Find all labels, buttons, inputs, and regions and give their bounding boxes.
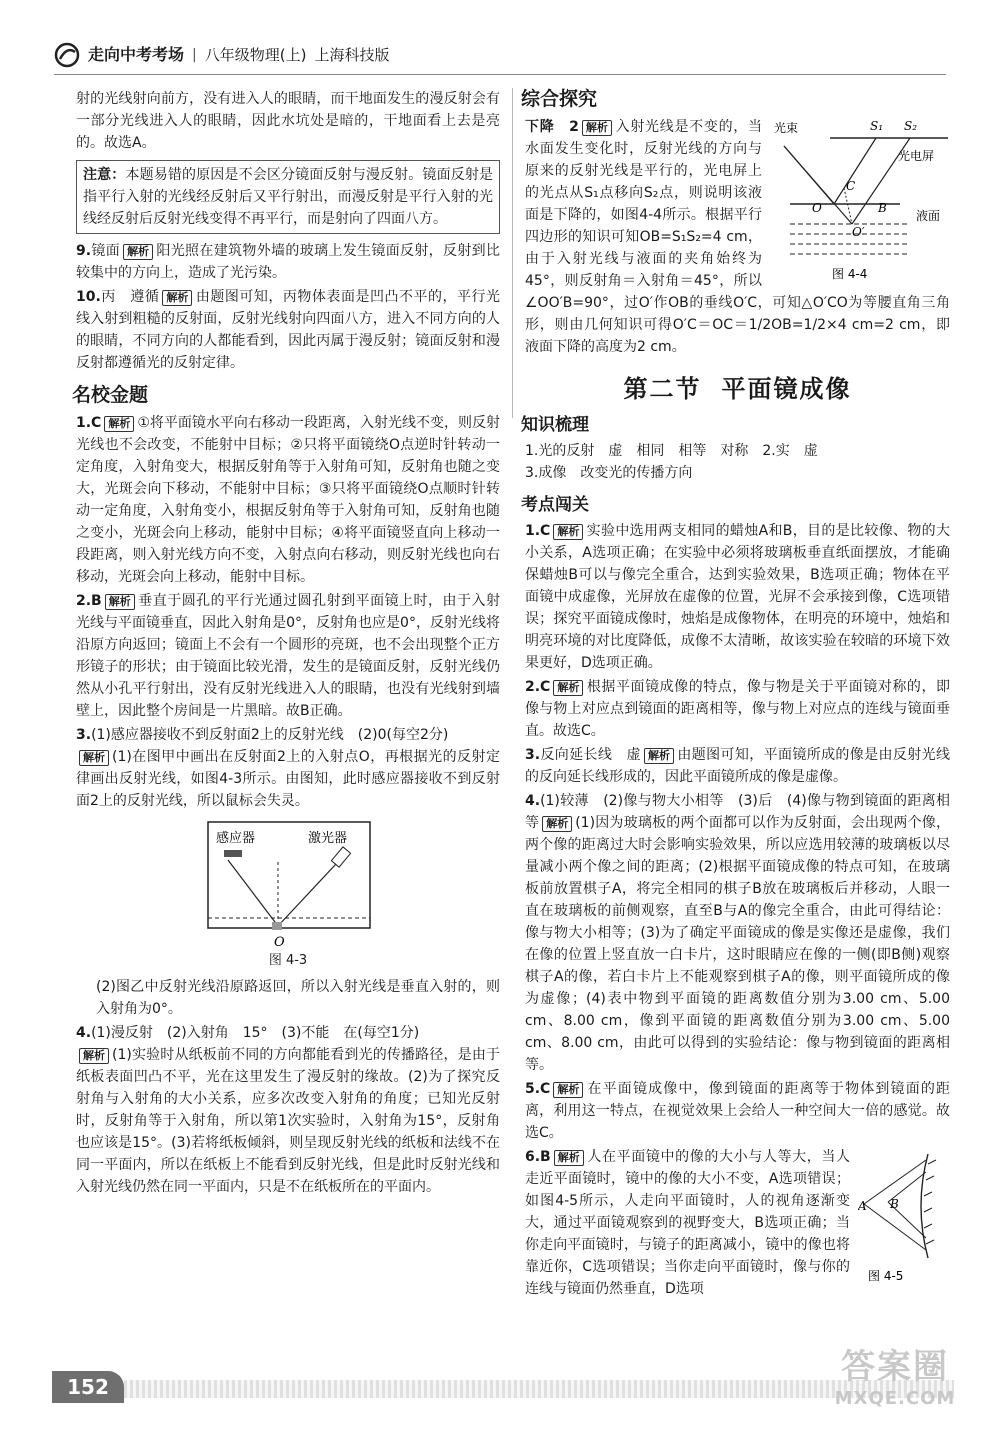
- item-text-4: ×4 cm=2 cm，即液面下降的高度为2 cm。: [525, 317, 950, 355]
- item-number: 1.C: [76, 415, 102, 431]
- analysis-tag: 解析: [644, 748, 674, 764]
- header-separator: |: [192, 47, 197, 63]
- label-c: C: [846, 179, 856, 193]
- kd-question-2: [525, 676, 950, 742]
- item-text: 入射光线是不变的，当水面发生变化时，反射光线的方向与原来的反射光线是平行的，光电屏上的光点从S₁点移向S₂点，则说明该液面是下降的，如图4-4所示。根据平行四边形的知识可知OB=S₁S₂=4 cm，由于入射光线与液面的夹: [525, 119, 763, 267]
- kd-question-4: [525, 790, 950, 1076]
- item-answer: 镜面: [91, 243, 121, 259]
- item-number: 3.: [76, 727, 92, 743]
- right-column: [521, 88, 951, 1300]
- analysis-tag: 解析: [104, 416, 134, 432]
- figure-caption: 图 4-3: [268, 953, 308, 968]
- knowledge-line-2: 3.成像 改变光的传播方向: [525, 465, 693, 481]
- label-screen: 光电屏: [898, 149, 935, 163]
- figure-4-5-diagram: [858, 1146, 950, 1286]
- item-text: 实验中选用两支相同的蜡烛A和B，目的是比较像、物的大小关系，A选项正确；在实验中必须将玻璃板垂直纸面摆放，才能确保蜡烛B可以与像完全重合，达到实验效果，B选项正确；物体在平面镜中成虚像，光屏放在虚像的位置，光屏不会承接到像，C选项错误；探究平面镜成像时，烛焰是成像物体，在明亮的环境中，烛焰和明亮环境的对比度降低，成像不太清晰，故该实验在较暗的环境下效果更好，D选项正确。: [525, 523, 950, 671]
- label-laser: 激光器: [308, 831, 348, 846]
- watermark-line-1: 答案圈: [841, 1347, 949, 1387]
- item-answer: (1)漫反射 (2)入射角 15° (3)不能 在(每空1分): [91, 1025, 420, 1041]
- item-answer: 下降 2: [525, 119, 579, 135]
- chapter-number: 第二节: [623, 375, 702, 403]
- item-text: 在平面镜成像中，像到镜面的距离等于物体到镜面的距离，利用这一特点，在视觉效果上会给人一种空间大一倍的感觉。故选C。: [525, 1081, 950, 1141]
- intro-paragraph: 射的光线射向前方，没有进入人的眼睛，而干地面发生的漫反射会有一部分光线进入人的眼睛，因此水坑处是暗的，干地面看上去是亮的。故选A。: [76, 91, 500, 151]
- item-text: 垂直于圆孔的平行光通过圆孔射到平面镜上时，由于入射光线与平面镜垂直，因此入射角是0°，反射角也应是0°，反射光线将沿原方向返回；镜面上不会有一个圆形的亮斑，也不会出现整个正方形镜子的形状；由于镜面比较光滑，发生的是镜面反射，反射光线仍然从小孔平行射出，没有反射光线进入人的眼睛，也没有光线射到墙壁上，因此整个房间是一片黑暗。故B正确。: [76, 593, 500, 719]
- item-answer: (1)较薄 (2)像与物大小相等 (3)后 (4)像与物到镜面的距离相等: [525, 793, 950, 831]
- item-text: (1)在图甲中画出在反射面2上的入射点O，再根据光的反射定律画出反射光线，如图4-3所示。由图知，此时感应器接收不到反射面2上的反射光线，所以鼠标会失灵。: [76, 749, 500, 809]
- analysis-tag: 解析: [79, 1048, 109, 1064]
- item-number: 4.: [76, 1025, 92, 1041]
- publisher-logo-icon: [54, 42, 80, 68]
- label-o: O: [274, 935, 285, 950]
- item-text: (1)因为玻璃板的两个面都可以作为反射面，会出现两个像，两个像的距离过大时会影响实验效果，所以应选用较薄的玻璃板以尽量减小两个像之间的距离；(2)根据平面镜成像的特点可知，在玻璃板前放置棋子A，将完全相同的棋子B放在玻璃板后并移动，人眼一直在玻璃板的前侧观察，直至B与A的像完全重合，由此可得结论：像与物大小相等；(3)为了确定平面镜成的像是实像还是虚像，我们在像的位置上竖直放一白卡片，这时眼睛应在像的一侧(即B侧)观察棋子A的像，若白卡片上不能观察到棋子A的像，则平面镜所成的像为虚像；(4)表中物到平面镜的距离数值分别为3.00 cm、5.00 cm、8.00 cm，像到平面镜的距离数值分别为3.00 cm、5.00 cm、8.00 cm，由此可以得到的实验结论：像与物到镜面的距离相等。: [525, 815, 950, 1073]
- item-number: 1.C: [525, 523, 551, 539]
- label-a: A: [858, 1199, 867, 1213]
- item-text: 根据平面镜成像的特点，像与物是关于平面镜对称的，即像与物上对应点到镜面的距离相等，像与物上对应点的连线与镜面垂直。故选C。: [525, 679, 950, 739]
- fraction-half: 1/2: [803, 317, 827, 333]
- brand-name: 走向中考考场: [88, 45, 185, 64]
- analysis-tag: 解析: [542, 816, 572, 832]
- question-3: [76, 724, 500, 812]
- site-watermark: [820, 1346, 970, 1426]
- label-liquid: 液面: [916, 209, 941, 223]
- edition-name: 上海科技版: [314, 46, 390, 64]
- kd-question-6: [525, 1146, 950, 1300]
- note-box: [76, 160, 500, 234]
- label-s1: S₁: [870, 119, 884, 133]
- analysis-tag: 解析: [105, 594, 135, 610]
- question-1: [76, 412, 500, 588]
- page-number: 152: [52, 1371, 124, 1403]
- question-3-part2: (2)图乙中反射光线沿原路返回，所以入射光线是垂直入射的，则入射角为0°。: [96, 979, 500, 1017]
- note-text: 本题易错的原因是不会区分镜面反射与漫反射。镜面反射是指平行入射的光线经反射后又平行射出，而漫反射是平行入射的光线经反射后反射光线变得不再平行，而是射向了四面八方。: [83, 167, 494, 227]
- question-2: [76, 590, 500, 722]
- section-title-zonghe: 综合探究: [521, 88, 598, 110]
- knowledge-line-1: 1.光的反射 虚 相同 相等 对称 2.实 虚: [525, 443, 818, 459]
- section-title-zhishi: 知识梳理: [521, 415, 589, 435]
- item-text-2: 角始终为45°，则反射角＝入射角＝45°，所以∠OO′B=90°，过O′作OB的垂线O′C，可知△O′CO为等腰直角三角形，则由几何知识可得O′C＝OC＝: [525, 251, 950, 333]
- figure-4-3-diagram: [198, 818, 378, 950]
- analysis-tag: 解析: [553, 680, 583, 696]
- analysis-tag: 解析: [553, 524, 583, 540]
- item-number: 2.C: [525, 679, 551, 695]
- question-4: [76, 1022, 500, 1198]
- label-sensor: 感应器: [216, 831, 256, 846]
- figure-caption: 图 4-4: [832, 267, 868, 281]
- item-number: 9.: [76, 243, 92, 259]
- item-number: 6.B: [525, 1149, 551, 1165]
- item-text: 人在平面镜中的像的大小与人等大，当人走近平面镜时，镜中的像的大小不变，A选项错误；如图4-5所示，人走向平面镜时，人的视角逐渐变大，通过平面镜观察到的视野变大，B选项正确；当你走向平面镜时，与镜子的距离减小，镜中的像也将靠近你，C选项错误；当你走向平面镜时，像与你的连线与镜面仍然垂直，D选项: [525, 1149, 850, 1297]
- laser-block: [331, 847, 350, 867]
- sensor-block: [224, 850, 242, 857]
- section-title-kaodian: 考点闯关: [521, 495, 589, 515]
- item-text: ①将平面镜水平向右移动一段距离，入射光线不变，则反射光线也不会改变，不能射中目标；②只将平面镜绕O点逆时针转动一定角度，入射角变大，根据反射角等于入射角可知，反射角也随之变大，光斑会向下移动，不能射中目标；③只将平面镜绕O点顺时针转动一定角度，入射角变小，根据反射角等于入射角可知，反射角也随之变小，光斑会向上移动，能射中目标；④将平面镜竖直向上移动一段距离，则入射光线方向不变，入射点向右移动，则反射光线也向右移动，光斑会向上移动，能射中目标。: [76, 415, 500, 585]
- figure-4-3: [76, 818, 500, 972]
- analysis-tag: 解析: [554, 1150, 584, 1166]
- analysis-tag: 解析: [162, 290, 192, 306]
- analysis-tag: 解析: [123, 244, 153, 260]
- kd-question-3: [525, 744, 950, 788]
- chapter-name: 平面镜成像: [721, 375, 852, 403]
- label-s2: S₂: [904, 119, 918, 133]
- section-title-mingxiao: 名校金题: [72, 384, 149, 406]
- item-number: 4.: [525, 793, 541, 809]
- header-rule: [54, 74, 946, 75]
- fraction-half: 1/2: [748, 317, 772, 333]
- item-answer: 丙 遵循: [100, 289, 160, 305]
- item-text: (1)实验时从纸板前不同的方向都能看到光的传播路径，是由于纸板表面凹凸不平，光在这里发生了漫反射的缘故。(2)为了探究反射角与入射角的大小关系，应多次改变入射角的角度；已知光反射时，反射角等于入射角，所以第1次实验时，入射角为15°，反射角也应该是15°。(3)若将纸板倾斜，则呈现反射光线的纸板和法线不在同一平面内，所以在纸板上不能看到反射光线，但是此时反射光线和入射光线仍然在同一平面内，只是不在纸板所在的平面内。: [76, 1047, 500, 1195]
- item-text: 阳光照在建筑物外墙的玻璃上发生镜面反射，反射到比较集中的方向上，造成了光污染。: [76, 243, 501, 281]
- item-text-3: OB=: [771, 317, 804, 333]
- answer-item-10: [76, 286, 500, 374]
- item-number: 3.: [525, 747, 541, 763]
- analysis-tag: 解析: [553, 1082, 583, 1098]
- item-number: 10.: [76, 289, 101, 305]
- kd-question-5: [525, 1078, 950, 1144]
- item-text: 由题图可知，丙物体表面是凹凸不平的，平行光线入射到粗糙的反射面，反射光线射向四面八方，进入不同方向的人的眼睛，不同方向的人都能看到，因此丙属于漫反射；镜面反射和漫反射都遵循光的反射定律。: [76, 289, 501, 371]
- item-number: 5.C: [525, 1081, 551, 1097]
- analysis-tag: 解析: [582, 120, 612, 136]
- label-o: O: [812, 201, 822, 215]
- watermark-line-2: MXQE.COM: [834, 1388, 956, 1409]
- label-b: B: [890, 1197, 899, 1211]
- note-label: 注意：: [83, 167, 126, 183]
- book-title: 八年级物理(上): [204, 46, 307, 64]
- label-beam: 光束: [774, 121, 799, 135]
- kd-question-1: [525, 520, 950, 674]
- figure-4-4-diagram: [770, 116, 950, 286]
- item-number: 2.B: [76, 593, 102, 609]
- answer-item-9: [76, 240, 500, 284]
- analysis-tag: 解析: [79, 750, 109, 766]
- column-divider: [512, 88, 513, 418]
- item-answer: (1)感应器接收不到反射面2上的反射光线 (2)0(每空2分): [91, 727, 449, 743]
- chapter-title: [525, 375, 950, 403]
- item-text: 由题图可知，平面镜所成的像是由反射光线的反向延长线形成的，因此平面镜所成的像是虚像。: [525, 747, 951, 785]
- figure-caption: 图 4-5: [868, 1269, 904, 1283]
- left-column: [72, 88, 501, 1198]
- page-header: [54, 38, 554, 72]
- label-b: B: [878, 201, 887, 215]
- label-o-prime: O′: [852, 225, 865, 239]
- item-answer: 反向延长线 虚: [540, 747, 642, 763]
- comprehensive-answer: [525, 116, 950, 358]
